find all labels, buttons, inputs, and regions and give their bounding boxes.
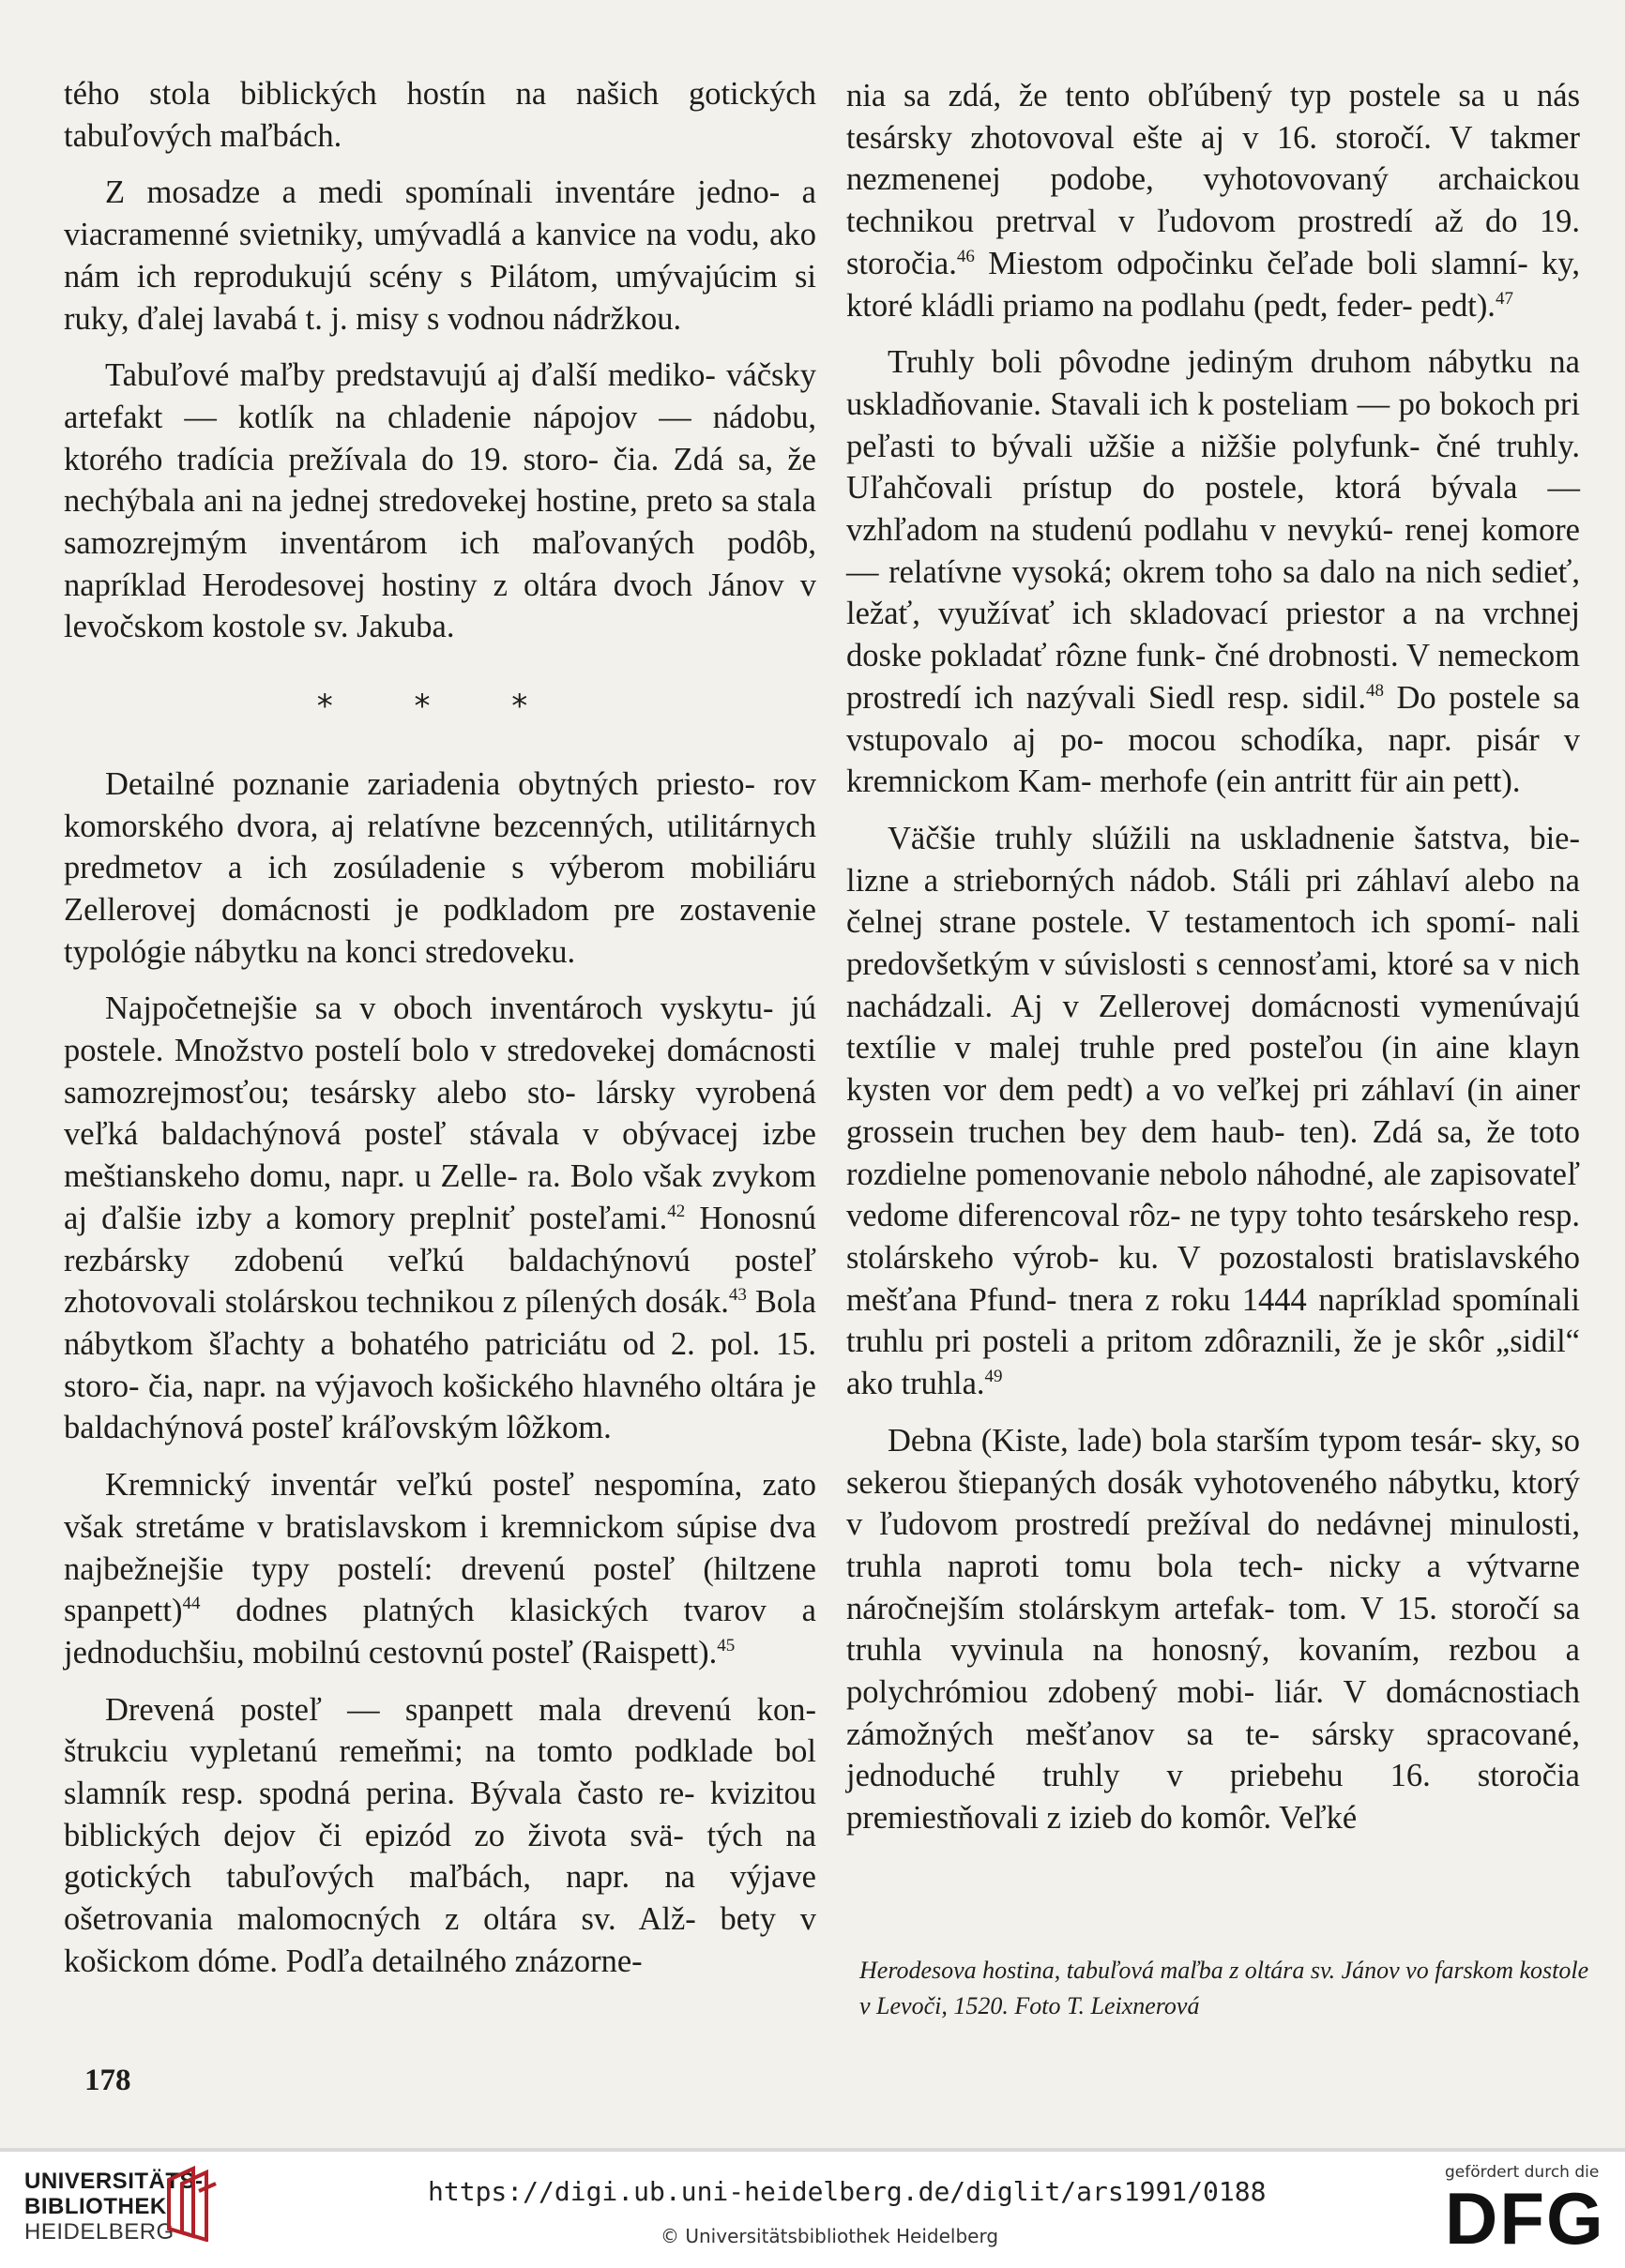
text-run: Do postele sa vstupovalo aj po- mocou schodíka, napr. pisár v kremnickom Kam- merhofe (ein antritt für ain pett). [846,679,1580,800]
footnote-ref: 47 [1495,288,1513,309]
section-divider: * * * [316,688,564,726]
footnote-ref: 46 [956,246,975,266]
footer-bar [0,2148,1625,2268]
paragraph [846,818,1580,1405]
text-run: Najpočetnejšie sa v oboch inventároch vyskytu- jú postele. Množstvo postelí bolo v stredovekej domácnosti samozrejmosťou; tesársky alebo sto- lársky vyrobená veľká baldachýnová posteľ stávala v obývacej izbe meštianskeho domu, napr. u Zelle- ra. Bolo však zvykom aj ďalšie izby a komory preplniť posteľami. [64,990,816,1236]
library-emblem-icon [161,2163,221,2242]
paragraph [846,75,1580,326]
paragraph: tého stola biblických hostín na našich gotických tabuľových maľbách. [64,76,816,154]
copyright-notice: © Universitätsbibliothek Heidelberg [661,2225,999,2247]
paragraph [64,1464,816,1674]
paragraph: Debna (Kiste, lade) bola starším typom tesár- sky, so sekerou štiepaných dosák vyhotoveného nábytku, ktorý v ľudovom prostredí prežíval do nedávnej minulosti, truhla naproti tomu bola tech- nicky a výtvarne náročnejším stolárskym artefak- tom. V 15. storočí sa truhla vyvinula na honosný, kovaním, rezbou a polychrómiou zdobený mobi- liár. V domácnostiach zámožných mešťanov sa te- sársky spracované, jednoduché truhly v priebehu 16. storočia premiestňovali z izieb do komôr. Veľké [846,1422,1580,1837]
footnote-ref: 45 [717,1635,736,1656]
right-column [846,75,1580,1839]
left-column [64,73,816,1983]
footer-divider [0,2148,1625,2152]
paragraph: Tabuľové maľby predstavujú aj ďalší mediko- váčsky artefakt — kotlík na chladenie nápojov — nádobu, ktorého tradícia prežívala do 19. storo- čia. Zdá sa, že nechýbala ani na jednej stredovekej hostine, preto sa stala samozrejmým inventárom ich maľovaných podôb, napríklad Herodesovej hostiny z oltára dvoch Jánov v levočskom kostole sv. Jakuba. [64,357,816,645]
paragraph: Drevená posteľ — spanpett mala drevenú kon- štrukciu vypletanú remeňmi; na tomto podklade bol slamník resp. spodná perina. Bývala často re- kvizitou biblických dejov či epizód zo života svä- tých na gotických tabuľových maľbách, napr. na výjave ošetrovania malomocných z oltára sv. Alž- bety v košickom dóme. Podľa detailného znázorne- [64,1691,816,1979]
text-run: Truhly boli pôvodne jediným druhom nábytku na uskladňovanie. Stavali ich k posteliam — po bokoch pri peľasti to bývali užšie a nižšie polyfunk- čné truhly. Uľahčovali prístup do postele, ktorá bývala — vzhľadom na studenú podlahu v nevykú- renej komore — relatívne vysoká; okrem toho sa dalo na nich sedieť, ležať, využívať ich skladovací priestor a na vrchnej doske pokladať rôzne funk- čné drobnosti. V nemeckom prostredí ich nazývali Siedl resp. sidil. [846,344,1580,716]
figure-caption: Herodesova hostina, tabuľová maľba z oltára sv. Jánov vo farskom kostole v Levoči, 1520. Foto T. Leixnerová [859,1957,1589,2019]
footnote-ref: 43 [728,1285,747,1306]
logo-text-line: HEIDELBERG [24,2219,175,2245]
funding-note: gefördert durch die [1445,2163,1600,2182]
dfg-logo[interactable]: DFG [1445,2177,1605,2260]
text-run: dodnes platných klasických tvarov a jednoduchšiu, mobilnú cestovnú posteľ (Raispett). [64,1593,816,1671]
footnote-ref: 49 [984,1367,1003,1387]
page-number: 178 [84,2064,131,2097]
permalink-url[interactable]: https://digi.ub.uni-heidelberg.de/diglit/ars1991/0188 [428,2176,1267,2207]
logo-text-line: UNIVERSITÄTS- [24,2169,204,2194]
logo-text-line: BIBLIOTHEK [24,2194,167,2219]
text-run: Kremnický inventár veľkú posteľ nespomína, zato však stretáme v bratislavskom i kremnickom súpise dva najbežnejšie typy postelí: drevenú posteľ (hiltzene spanpett) [64,1467,816,1629]
text-run: nia sa zdá, že tento obľúbený typ postele sa u nás tesársky zhotovoval ešte aj v 16. storočí. V takmer nezmenenej podobe, vyhotovovaný archaickou technikou pretrval v ľudovom prostredí až do 19. storočia. [846,78,1580,281]
footnote-ref: 48 [1366,680,1384,701]
paragraph [846,341,1580,803]
paragraph: Detailné poznanie zariadenia obytných priesto- rov komorského dvora, aj relatívne bezcenných, utilitárnych predmetov a ich zosúladenie s výberom mobiliáru Zellerovej domácnosti je podkladom pre zostavenie typológie nábytku na konci stredoveku. [64,765,816,970]
footnote-ref: 42 [667,1201,686,1221]
paragraph: Z mosadze a medi spomínali inventáre jedno- a viacramenné svietniky, umývadlá a kanvice na vodu, ako nám ich reprodukujú scény s Pilátom, umývajúcim si ruky, ďalej lavabá t. j. misy s vodnou nádržkou. [64,174,816,337]
text-run: Miestom odpočinku čeľade boli slamní- ky, ktoré kládli priamo na podlahu (pedt, feder- pedt). [846,245,1580,324]
text-run: Honosnú rezbársky zdobenú veľkú baldachýnovú posteľ zhotovovali stolárskou technikou z pílených dosák. [64,1200,816,1321]
text-run: Väčšie truhly slúžili na uskladnenie šatstva, bie- lizne a strieborných nádob. Stáli pri záhlaví alebo na čelnej strane postele. V testamentoch ich spomí- nali predovšetkým v súvislosti s cennosťami, ktoré sa v nich nachádzali. Aj v Zellerovej domácnosti vymenúvajú textílie v malej truhle pred posteľou (in aine klayn kysten vor dem pedt) a vo veľkej pri záhlaví (in ainer grossein truchen bey dem haub- ten). Zdá sa, že toto rozdielne pomenovanie nebolo náhodné, ale zapisovateľ vedome diferencoval rôz- ne typy tohto tesárskeho resp. stolárskeho výrob- ku. V pozostalosti bratislavského mešťana Pfund- tnera z roku 1444 napríklad spomínali truhlu pri posteli a pritom zdôraznili, že je skôr „sidil“ ako truhla. [846,820,1580,1402]
text-run: Bola nábytkom šľachty a bohatého patriciátu od 2. pol. 15. storo- čia, napr. na výjavoch košického hlavného oltára je baldachýnová posteľ kráľovským lôžkom. [64,1284,816,1446]
footnote-ref: 44 [182,1594,201,1614]
paragraph [64,988,816,1449]
